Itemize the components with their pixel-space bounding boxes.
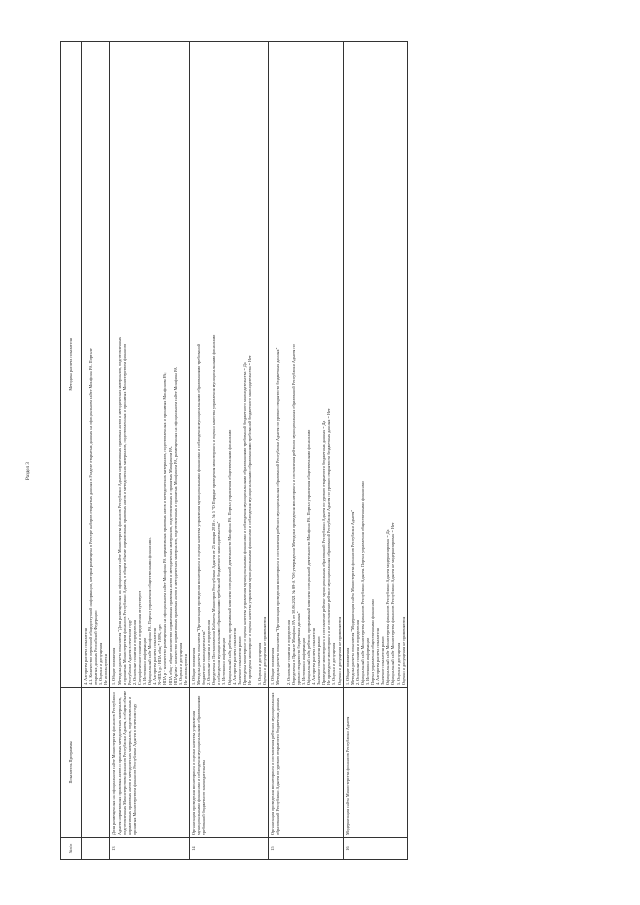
method-line: НПАр/мм - количество нормативных правовых актов и методических материалов, подготовленных и принятых Минфином РА, размещенных на официальном сайте Минфина РА [172,367,178,685]
method-line: 5. Оценки и допущения [257,642,263,685]
method-line: 2. Основные понятия и определения [354,620,360,685]
header-num: №п/п [61,838,82,860]
method-line: Официальный сайт Министерства финансов Республики Адыгея не модернизирован = Нет [390,522,396,685]
method-line: 5. Оценки и допущения [177,642,183,685]
method-cell [343,42,407,688]
method-line: Значение показателя равно: [316,635,322,685]
row-number [82,838,110,860]
method-line: 2. Основные понятия и определения [206,620,212,685]
row-number: 15 [269,838,343,860]
table-row [82,42,110,860]
indicator-name: Организация проведения мониторинга и оценки качества управления муниципальными финансами и соблюдения муниципальными образованиями требований бюджетного законодательства [189,688,268,838]
method-line: 4. Алгоритм расчета показателя [152,628,158,685]
method-line: Значение показателя равно: [380,635,386,685]
method-line: НПА р - количество размещенных на официальном сайте Минфина РА нормативных правовых актов и методических материалов, подготовленных и принятых Минфином РА; [162,372,168,685]
method-line: Значение показателя равно: [236,635,242,685]
page-number: Раздел 3 [26,462,31,480]
method-line: 1. Общие положения [270,647,276,685]
method-line: Проведены мониторинг и оценка качества управления муниципальными финансами и соблюдения муниципальными образованиями требований бюджетного законодательства = Да [241,362,247,685]
method-line: и принятых Министерством финансов Республики Адыгея, в общем объеме нормативных правовых актов и методических материалов, подготовленных и принятых Министерством финансов [121,343,127,685]
method-line: Оценки и допущения не применяются [336,616,342,685]
method-cell [110,42,189,688]
method-cell [82,42,110,688]
method-line: Официальный сайт Министерства финансов Республики Адыгея. Портал управления общественными финансами [359,481,365,685]
method-line: Проведение мониторинга и составление рейтинг муниципальных образований Республики Адыгея по уровню открытости бюджетных данных = Да [321,420,327,685]
method-line: 4. Алгоритм расчета показателя [311,628,317,685]
indicator-name: Модернизация сайта Министерства финансов Республики Адыгея [343,688,407,838]
method-line: Официальный сайт, рейтинг, программный комплекс специальной деятельности Минфина РА. Портал управления общественными финансами [305,429,311,685]
indicator-name [82,688,110,838]
method-line: уровню открытости бюджетных данных" [295,611,301,685]
method-line: Специфические понятия и определения отсутствуют [136,590,142,685]
method-line: 3. Источники информации [142,637,148,685]
method-line: открытых данных Российской Федерации [93,610,99,685]
header-indicator: Показатель Программы [61,688,82,838]
table-row [189,42,268,860]
method-line: НПА общ - общее количество нормативных правовых актов и методических материалов, подготовленных и принятых Минфином РА. [167,446,173,685]
method-line: 1. Общие положения [190,647,196,685]
method-line: 5. Оценки и допущения [98,642,104,685]
method-cell [189,42,268,688]
method-line: и соблюдения муниципальными образованиями требований бюджетного законодательства" [216,521,222,685]
table-row [343,42,407,860]
method-line: 4. Алгоритм расчета показателя [231,628,237,685]
method-line: Определены в Постановлении Кабинета Министров Республики Адыгея от 25 января 2018 г. № 5 "О Порядке проведения мониторинга и оценки качества управления муниципальными финансами [211,334,217,685]
method-line: Портал управления общественными финансами [370,599,376,685]
method-line: 4. Алгоритм расчета показателя [375,628,381,685]
method-line: Республики Адыгея в отчетном году" [126,618,132,685]
method-cell [269,42,343,688]
method-line: 5. Оценки и допущения [395,642,401,685]
method-line: бюджетного законодательства" [201,629,207,685]
row-number: 13 [110,838,189,860]
method-line: Оценки и допущения не применяются [400,616,406,685]
table-header-row [61,42,82,860]
method-line: 1. Общие положения [344,647,350,685]
method-line: 4.1. Количество первичной общедоступной информации, которая размещена в Реестре наборов открытых данных в Разделе открытых данных на официальном сайте Минфина РА. Портале [88,348,94,685]
method-line: Оценки и допущения не применяются [262,616,268,685]
indicator-name: Организация проведения мониторинга и составления рейтинга муниципальных образований Республики Адыгея по уровню открытости бюджетных данных [269,688,343,838]
row-number: 14 [189,838,268,860]
method-line: Определены в Приказе Минфина РА от 30.06.2021 № 89-А "Об утверждении Методики проведения мониторинга и составления рейтинга муниципальных образований Республики Адыгея по [290,344,296,685]
indicator-name: Доля размещенных на официальном сайте Министерства финансов Республики Адыгея нормативных правовых актов и принятых методических материалов, подготовленных Министерством финансов Республики Адыгея, в общем объеме нормативных правовых актов и методических материалов, подготовленных и принятых Министерством финансов Республики Адыгея в отчетном году [110,688,189,838]
row-number: 16 [343,838,407,860]
method-line: Не проведены мониторинг и оценка качества управления муниципальными финансами и соблюдения муниципальными образованиями требований бюджетного законодательства = Нет [246,355,252,685]
method-line: Официальный сайт, рейтинг, программный комплекс специальной деятельности Минфина РА. Портал управления общественными финансами [226,429,232,685]
table-row [269,42,343,860]
method-line: 4. Алгоритм расчета показателя [83,628,88,685]
method-line: Методика расчета показателя "Организация проведения мониторинга и оценки качества управления муниципальными финансами и соблюдения муниципальными образованиями требований [195,344,201,685]
method-line: 1. Общие положения [111,647,117,685]
method-line: 2. Основные понятия и определения [131,620,137,685]
method-line: 3. Источники информации [221,637,227,685]
header-method: Методика расчета показателя [61,42,82,688]
method-line: Методика расчета показателя "Модернизация сайта Министерства финансов Республики Адыгея" [349,509,355,685]
method-line: 2. Основные понятия и определения [285,620,291,685]
method-line: Методика расчета показателя "Организация проведения мониторинга и составления рейтинга муниципальных образований Республики Адыгея по уровню открытости бюджетных данных" [275,347,281,685]
table-row [110,42,189,860]
method-line: N=НПА р / НПА общ * 100%, где: [157,623,163,685]
method-line: Не используются [103,654,109,685]
indicators-table [60,41,408,860]
method-line: Не проведение мониторинга и не составление рейтинг муниципальных образований Республики Адыгея по уровню открытости бюджетных данных = Нет [326,408,332,685]
method-line: Официальный сайт Минфина РА. Портал управления общественными финансами. [147,537,153,685]
method-line: Официальный сайт Министерства финансов Республики Адыгея модернизирован = Да [385,529,391,685]
method-line: Не используются [182,654,188,685]
method-line: 3. Источники информации [300,637,306,685]
method-line: 3. Источники информации [364,637,370,685]
method-line: Методика расчета показателя "Доля размещенных на официальном сайте Министерства финансов Республики Адыгея нормативных правовых актов и методических материалов, подготовленных [116,336,122,685]
method-line: 5. Оценки и допущения [331,642,337,685]
